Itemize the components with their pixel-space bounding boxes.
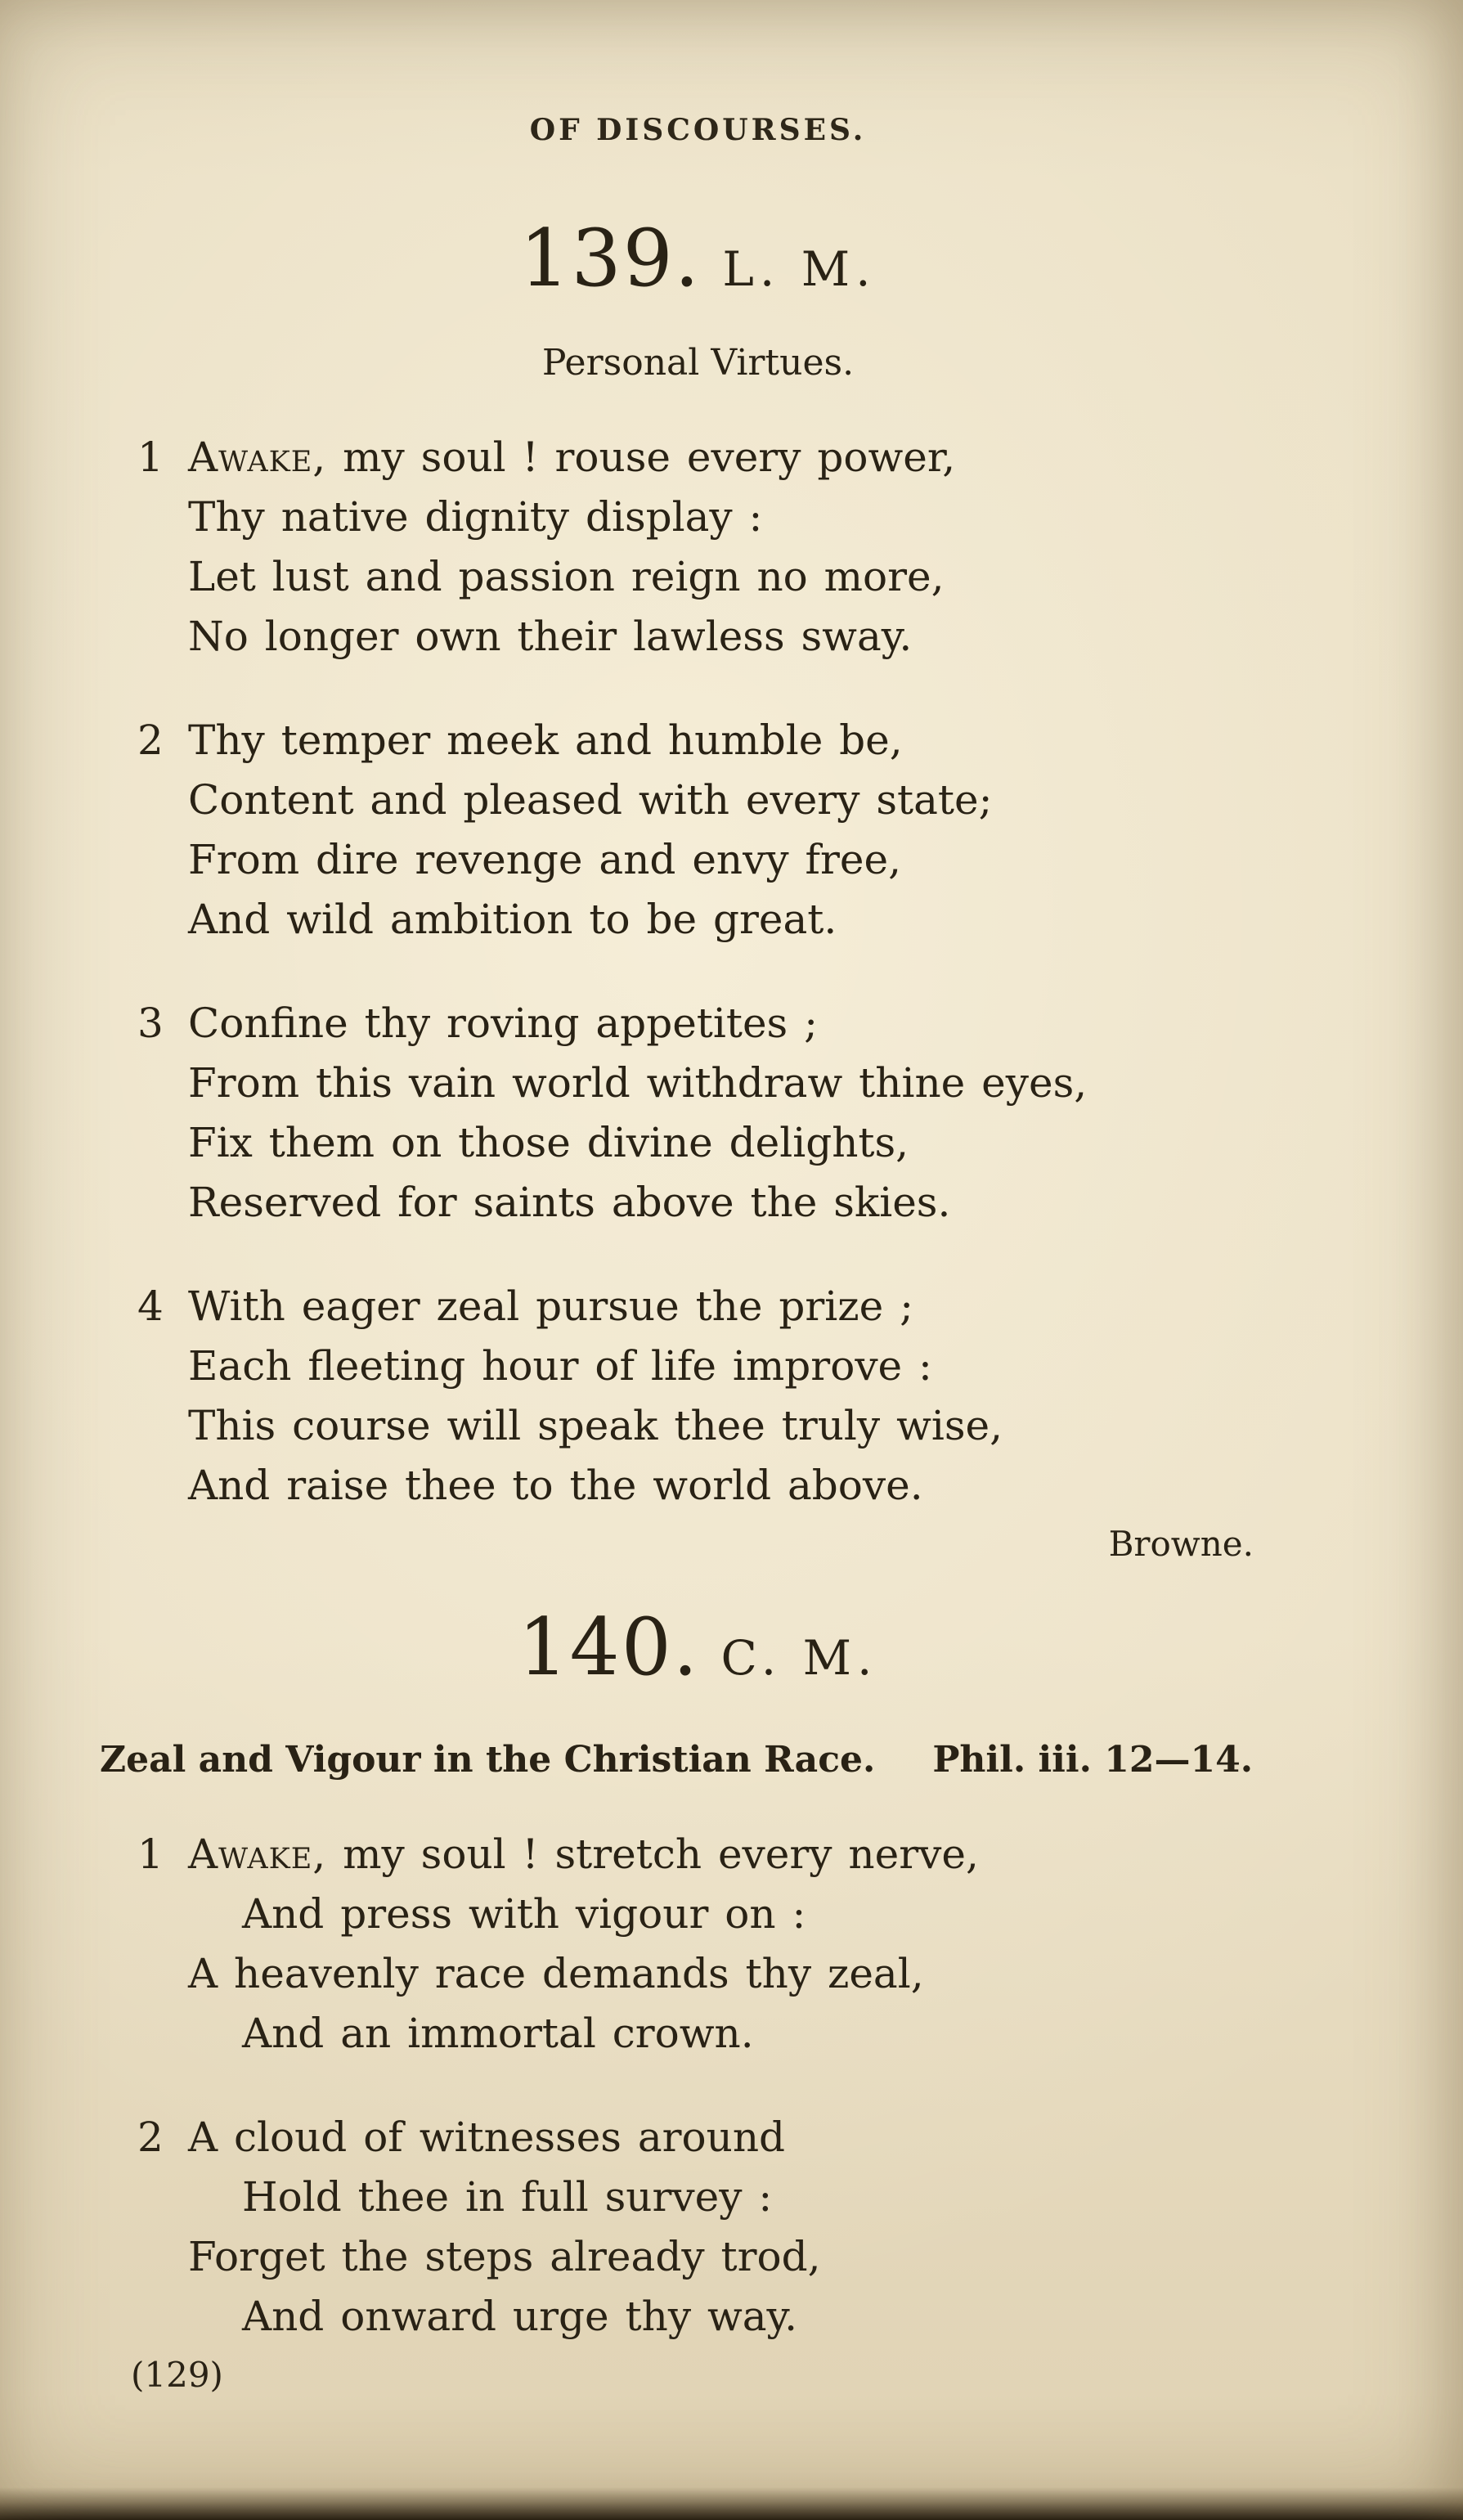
verse-line: Confine thy roving appetites ; — [188, 999, 818, 1047]
author-attribution: Browne. — [1108, 1524, 1254, 1564]
verse-line: Thy native dignity display : — [188, 493, 763, 541]
verse-line: From dire revenge and envy free, — [188, 836, 901, 883]
stanza-lines — [188, 2108, 1259, 2347]
scan-bottom-edge — [0, 2487, 1463, 2520]
lead-word: Awake, — [188, 1830, 327, 1878]
verse-line: And wild ambition to be great. — [188, 896, 837, 943]
stanza — [137, 994, 1259, 1233]
verse-line: This course will speak thee truly wise, — [188, 1402, 1003, 1449]
verse-line: And onward urge thy way. — [242, 2293, 798, 2340]
page-number: (129) — [131, 2355, 223, 2395]
verse-line-rest: my soul ! rouse every power, — [343, 433, 956, 481]
verse-line: And raise thee to the world above. — [188, 1462, 923, 1509]
verse-line: Forget the steps already trod, — [188, 2233, 821, 2280]
verse-line: Fix them on those divine delights, — [188, 1119, 909, 1166]
verse-line: A heavenly race demands thy zeal, — [188, 1950, 924, 1997]
hymn-number: 140. — [518, 1601, 700, 1693]
hymn-heading — [137, 213, 1259, 304]
verse-line — [188, 428, 1259, 487]
verse-line — [188, 1825, 1259, 1884]
lead-word: Awake, — [188, 433, 327, 481]
verse-line-rest: my soul ! stretch every nerve, — [343, 1830, 979, 1878]
stanza-lines — [188, 994, 1259, 1233]
hymn-140 — [100, 1601, 1259, 2347]
stanza-number: 4 — [137, 1282, 164, 1330]
hymn-title-line — [100, 1739, 1259, 1781]
hymn-title: Zeal and Vigour in the Christian Race. — [100, 1739, 876, 1781]
hymn-meter: L. M. — [722, 241, 877, 297]
verse-line: Content and pleased with every state; — [188, 776, 993, 824]
stanza-lines — [188, 1825, 1259, 2064]
stanza-number: 2 — [137, 716, 164, 764]
stanza — [137, 2108, 1259, 2347]
stanza-lines — [188, 711, 1259, 950]
verse-line: A cloud of witnesses around — [188, 2113, 786, 2161]
scripture-reference: Phil. iii. 12—14. — [932, 1739, 1254, 1781]
stanza — [137, 711, 1259, 950]
verse-line: Reserved for saints above the skies. — [188, 1179, 951, 1226]
verse-line: Hold thee in full survey : — [242, 2173, 773, 2221]
hymn-title: Personal Virtues. — [541, 342, 855, 384]
stanza-number: 1 — [137, 433, 164, 481]
stanza-number: 2 — [137, 2113, 164, 2161]
stanza — [137, 1277, 1259, 1516]
stanza-number: 1 — [137, 1830, 164, 1878]
stanza-lines — [188, 428, 1259, 667]
verse-line: No longer own their lawless sway. — [188, 613, 913, 660]
running-header: OF DISCOURSES. — [529, 113, 867, 147]
hymn-heading — [137, 1601, 1259, 1693]
verse-line: From this vain world withdraw thine eyes, — [188, 1059, 1088, 1107]
verse-line: Thy temper meek and humble be, — [188, 716, 903, 764]
verse-line: With eager zeal pursue the prize ; — [188, 1282, 913, 1330]
stanza — [137, 1825, 1259, 2064]
verse-line: Each fleeting hour of life improve : — [188, 1342, 932, 1390]
hymn-number: 139. — [519, 213, 702, 304]
hymn-139 — [137, 213, 1259, 1564]
hymn-meter: C. M. — [720, 1630, 878, 1686]
stanza-lines — [188, 1277, 1259, 1516]
stanza — [137, 428, 1259, 667]
verse-line: Let lust and passion reign no more, — [188, 553, 945, 600]
verse-line: And press with vigour on : — [242, 1890, 806, 1938]
verse-line: And an immortal crown. — [242, 2010, 754, 2057]
stanza-number: 3 — [137, 999, 164, 1047]
